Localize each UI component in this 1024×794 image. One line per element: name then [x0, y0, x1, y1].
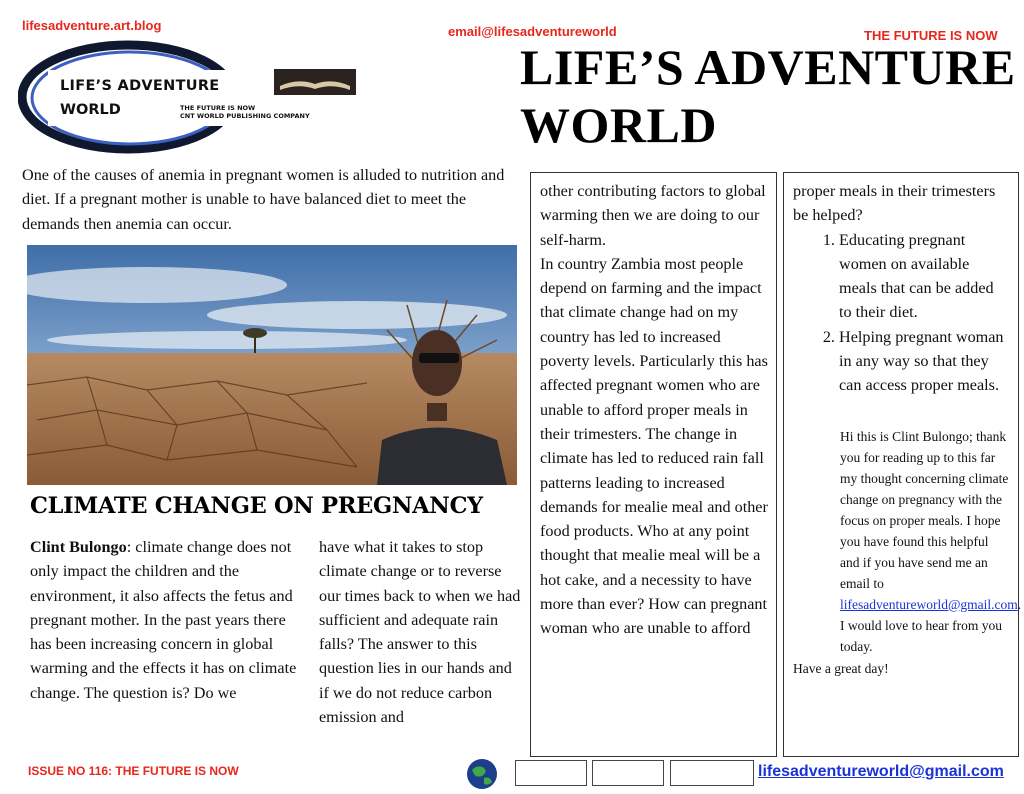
- author-name: Clint Bulongo: [30, 538, 127, 556]
- partner-badge-1: [515, 760, 587, 786]
- logo-name-line2: WORLD: [60, 102, 121, 118]
- issue-label: ISSUE NO 116: THE FUTURE IS NOW: [28, 764, 239, 778]
- tip-item: 1. Educating pregnant women on available meals that can be added to their diet.: [839, 228, 1010, 325]
- masthead-title: LIFE’S ADVENTURE WORLD: [520, 39, 1016, 153]
- author-signoff: Hi this is Clint Bulongo; thank you for reading up to this far my thought concerning climate change on pregnancy with the focus on proper meals. I hope you have found this helpful and if you have send me an email to lifesadventureworld@gmail.com. I would love to hear from you today.: [840, 428, 1022, 654]
- header-tagline: THE FUTURE IS NOW: [864, 28, 998, 43]
- globe-icon: [466, 758, 498, 790]
- partner-badge-2: [592, 760, 664, 786]
- logo-subtitle: THE FUTURE IS NOW CNT WORLD PUBLISHING COMPANY: [180, 104, 310, 120]
- book-icon: [274, 69, 356, 95]
- article-column-3: other contributing factors to global warming then we are doing to our self-harm. In country Zambia most people depend on farming and the impact that climate change had on my country has led to increased poverty levels. Particularly this has affected pregnant women who are unable to afford proper meals in their trimesters. The change in climate has led to reduced rain fall patterns leading to increased demands for mealie meal and other food products. Who at any point thought that mealie meal will be a hot cake, and a necessity to have more than ever? How can pregnant woman who are unable to afford: [530, 172, 777, 757]
- tips-list: [793, 228, 1010, 398]
- article-column-1: Clint Bulongo: climate change does not only impact the children and the environment, it also affects the fetus and pregnant mother. In the past years there has been increasing concern in global warming and the effects it has on climate change. The question is? Do we: [30, 538, 297, 702]
- partner-badge-3: [670, 760, 754, 786]
- article-photo: [27, 245, 517, 485]
- footer-email-link[interactable]: lifesadventureworld@gmail.com: [758, 763, 1004, 780]
- article-column-2: have what it takes to stop climate change or to reverse our times back to when we had sufficient and adequate rain falls? The answer to this question lies in our hands and if we do not reduce carbon emission and: [319, 538, 521, 727]
- header-email[interactable]: email@lifesadventureworld: [448, 24, 617, 39]
- article-column-4: proper meals in their trimesters be helped? 1. Educating pregnant women on available meals that can be added to their diet. 2. Helping pregnant woman in any way so that they can access proper meals. Hi this is Clint Bulongo; thank you for reading up to this far my thought concerning climate change on pregnancy with the focus on proper meals. I hope you have found this helpful and if you have send me an email to lifesadventureworld@gmail.com. I would love to hear from you today. Have a great day!: [783, 172, 1019, 757]
- blog-url[interactable]: lifesadventure.art.blog: [22, 18, 162, 33]
- publication-logo: [18, 40, 363, 155]
- logo-swoosh: [18, 40, 363, 155]
- article-headline: CLIMATE CHANGE ON PREGNANCY: [30, 493, 483, 519]
- intro-paragraph: One of the causes of anemia in pregnant women is alluded to nutrition and diet. If a pregnant mother is unable to have balanced diet to meet the demands then anemia can occur.: [22, 166, 505, 233]
- goodbye-text: Have a great day!: [793, 660, 889, 676]
- signoff-email-link[interactable]: lifesadventureworld@gmail.com: [840, 596, 1018, 612]
- logo-name-line1: LIFE’S ADVENTURE: [60, 78, 220, 94]
- tip-item: 2. Helping pregnant woman in any way so that they can access proper meals.: [839, 325, 1010, 398]
